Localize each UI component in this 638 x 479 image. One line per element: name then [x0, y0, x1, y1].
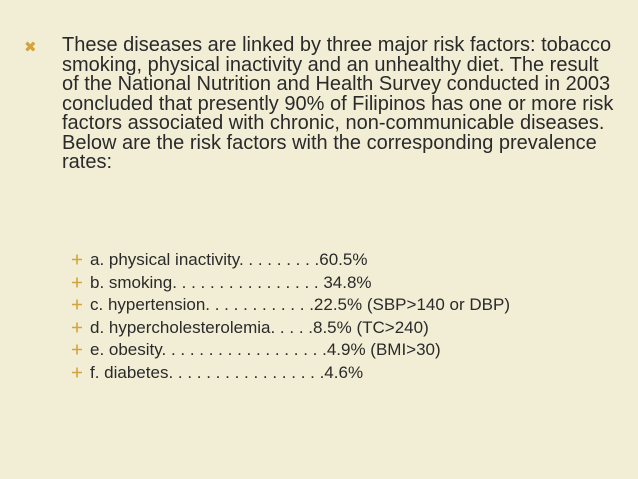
list-item-text: f. diabetes. . . . . . . . . . . . . . . . .4.6% — [90, 362, 364, 382]
list-item-smoking — [70, 274, 590, 292]
plus-icon — [70, 296, 84, 313]
plus-icon — [70, 364, 84, 381]
list-item-text: e. obesity. . . . . . . . . . . . . . . . . .4.9% (BMI>30) — [90, 340, 441, 359]
main-bullet-point — [24, 36, 614, 173]
x-mark-icon: ✖ — [24, 39, 37, 56]
main-paragraph: These diseases are linked by three major risk factors: tobacco smoking, physical inactivity and an unhealthy diet. The result of the National Nutrition and Health Survey conducted in 2003 concluded that presently 90% of Filipinos has one or more risk factors associated with chronic, non-communicable diseases. Below are the risk factors with the corresponding prevalence rates: — [62, 34, 614, 173]
list-item-diabetes — [70, 364, 590, 382]
list-item-text: c. hypertension. . . . . . . . . . . .22.5% (SBP>140 or DBP) — [90, 295, 510, 314]
list-item-hypercholesterolemia — [70, 319, 590, 337]
list-item-text: a. physical inactivity. . . . . . . . .60.5% — [90, 250, 368, 269]
plus-icon — [70, 274, 84, 291]
plus-icon — [70, 319, 84, 336]
list-item-hypertension — [70, 296, 590, 314]
plus-icon — [70, 341, 84, 358]
list-item-physical-inactivity — [70, 251, 590, 269]
list-item-text: d. hypercholesterolemia. . . . .8.5% (TC>240) — [90, 317, 429, 337]
risk-factor-list — [70, 251, 590, 386]
list-item-obesity — [70, 341, 590, 359]
plus-icon — [70, 251, 84, 268]
list-item-text: b. smoking. . . . . . . . . . . . . . . . 34.8% — [90, 272, 372, 292]
